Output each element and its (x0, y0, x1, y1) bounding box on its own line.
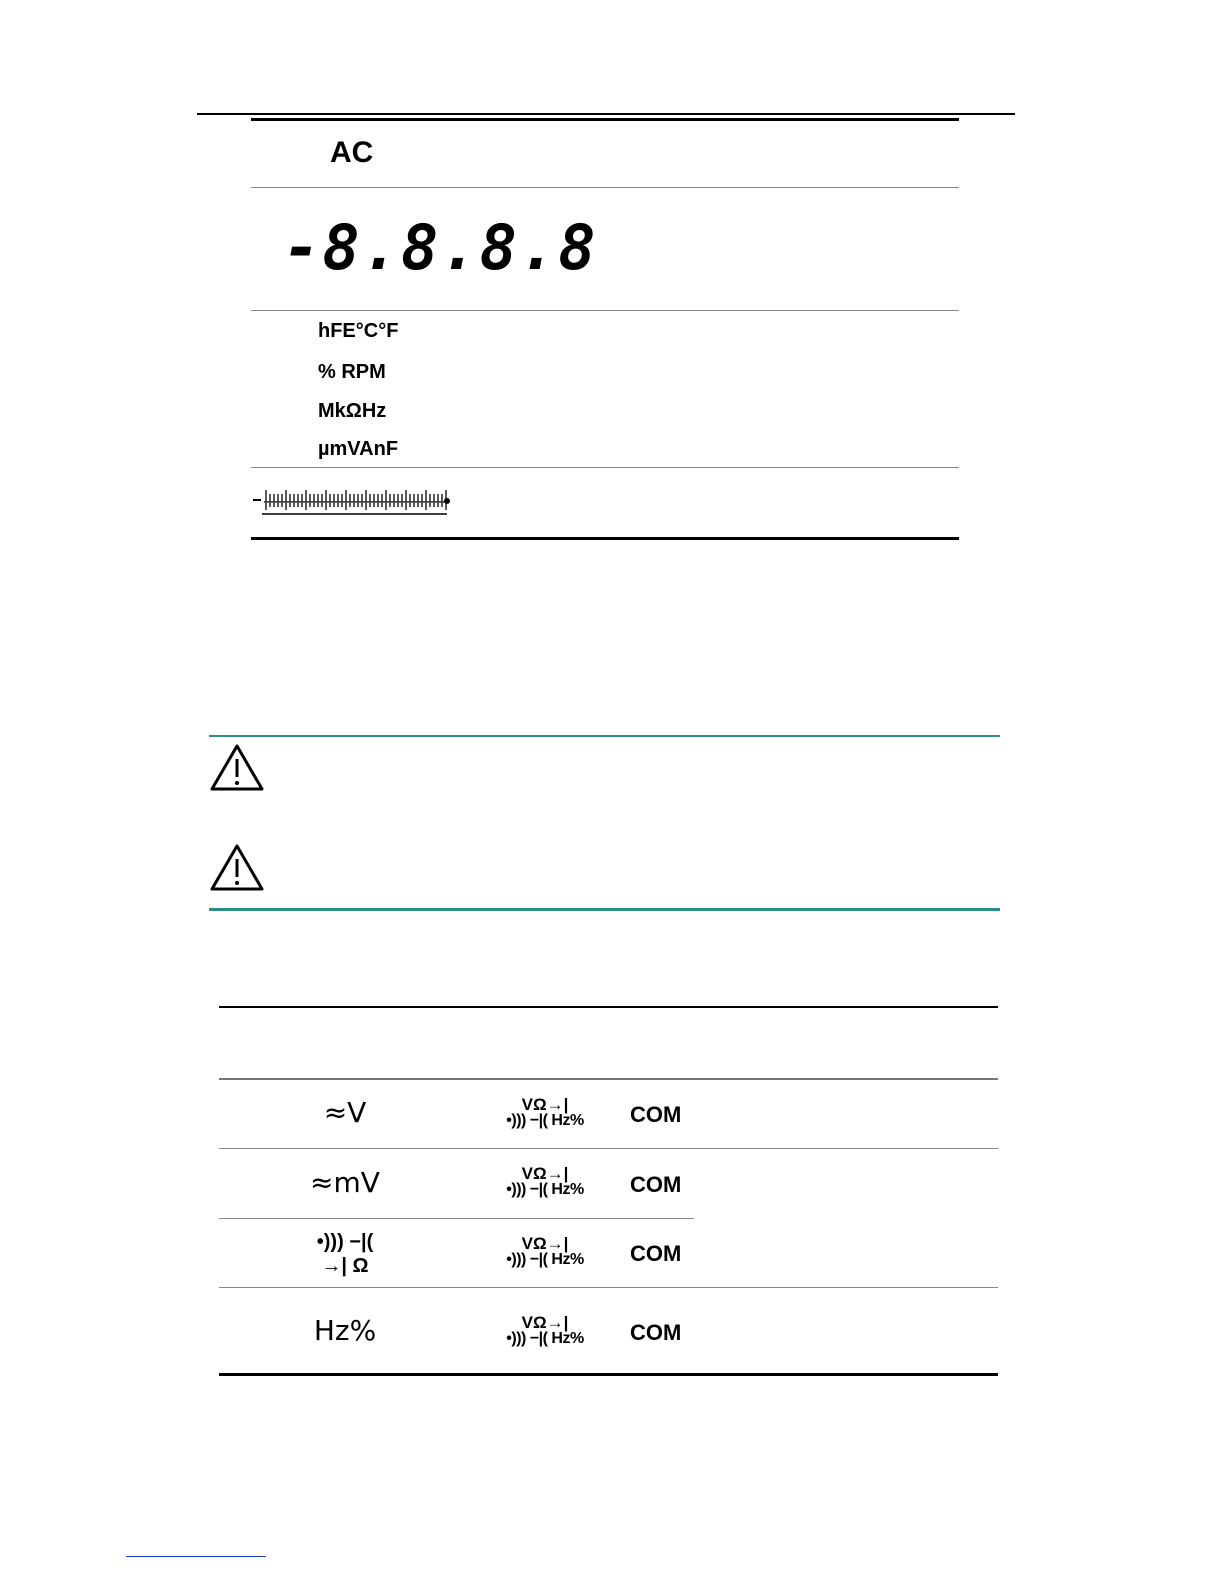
ac-indicator: AC (330, 136, 374, 169)
com-terminal: COM (630, 1241, 682, 1266)
footer-link-underline[interactable] (126, 1556, 266, 1557)
table-top-rule (251, 118, 959, 121)
terminal-line1: VΩ→| (521, 1164, 569, 1183)
com-terminal: COM (630, 1172, 682, 1197)
warning-triangle-icon (209, 843, 265, 893)
warning-bottom-rule (209, 908, 1000, 911)
function-ac-voltage: ≈V (323, 1096, 367, 1129)
terminal-line2: •))) −|( Hz% (506, 1330, 584, 1347)
function-line1: •))) −|( (316, 1231, 374, 1253)
input-terminal-label (490, 1235, 600, 1268)
header-rule (197, 113, 1015, 115)
input-terminal-label (490, 1165, 600, 1198)
terminal-line1: VΩ→| (521, 1234, 569, 1253)
table-top-rule (219, 1006, 998, 1008)
function-ac-millivolt: ≈mV (310, 1166, 380, 1199)
com-terminal: COM (630, 1102, 682, 1127)
unit-percent-rpm: % RPM (318, 361, 386, 383)
function-frequency-duty: Hz% (313, 1314, 377, 1347)
warning-top-rule (209, 735, 1000, 737)
warning-triangle-icon (209, 743, 265, 793)
row-divider (251, 310, 959, 311)
input-terminal-label (490, 1314, 600, 1347)
seven-segment-digits: -8.8.8.8 (283, 211, 598, 284)
header-divider (219, 1078, 998, 1080)
terminal-line1: VΩ→| (521, 1313, 569, 1332)
function-continuity-capacitance-diode-ohm (280, 1230, 410, 1278)
unit-micro-mv-anf: µmVAnF (318, 438, 399, 460)
terminal-line1: VΩ→| (521, 1095, 569, 1114)
terminal-line2: •))) −|( Hz% (506, 1112, 584, 1129)
row-divider (251, 187, 959, 188)
terminal-line2: •))) −|( Hz% (506, 1251, 584, 1268)
analog-bargraph-icon (252, 488, 452, 518)
row-divider (251, 467, 959, 468)
row-divider (219, 1287, 998, 1288)
table-bottom-rule (251, 537, 959, 540)
terminal-line2: •))) −|( Hz% (506, 1181, 584, 1198)
row-divider (219, 1218, 694, 1219)
row-divider (219, 1148, 998, 1149)
unit-mk-ohm-hz: MkΩHz (318, 400, 387, 422)
com-terminal: COM (630, 1320, 682, 1345)
function-line2: →| Ω (321, 1255, 369, 1277)
unit-hfe-temp: hFE°C°F (318, 320, 399, 342)
input-terminal-label (490, 1096, 600, 1129)
table-bottom-rule (219, 1373, 998, 1376)
